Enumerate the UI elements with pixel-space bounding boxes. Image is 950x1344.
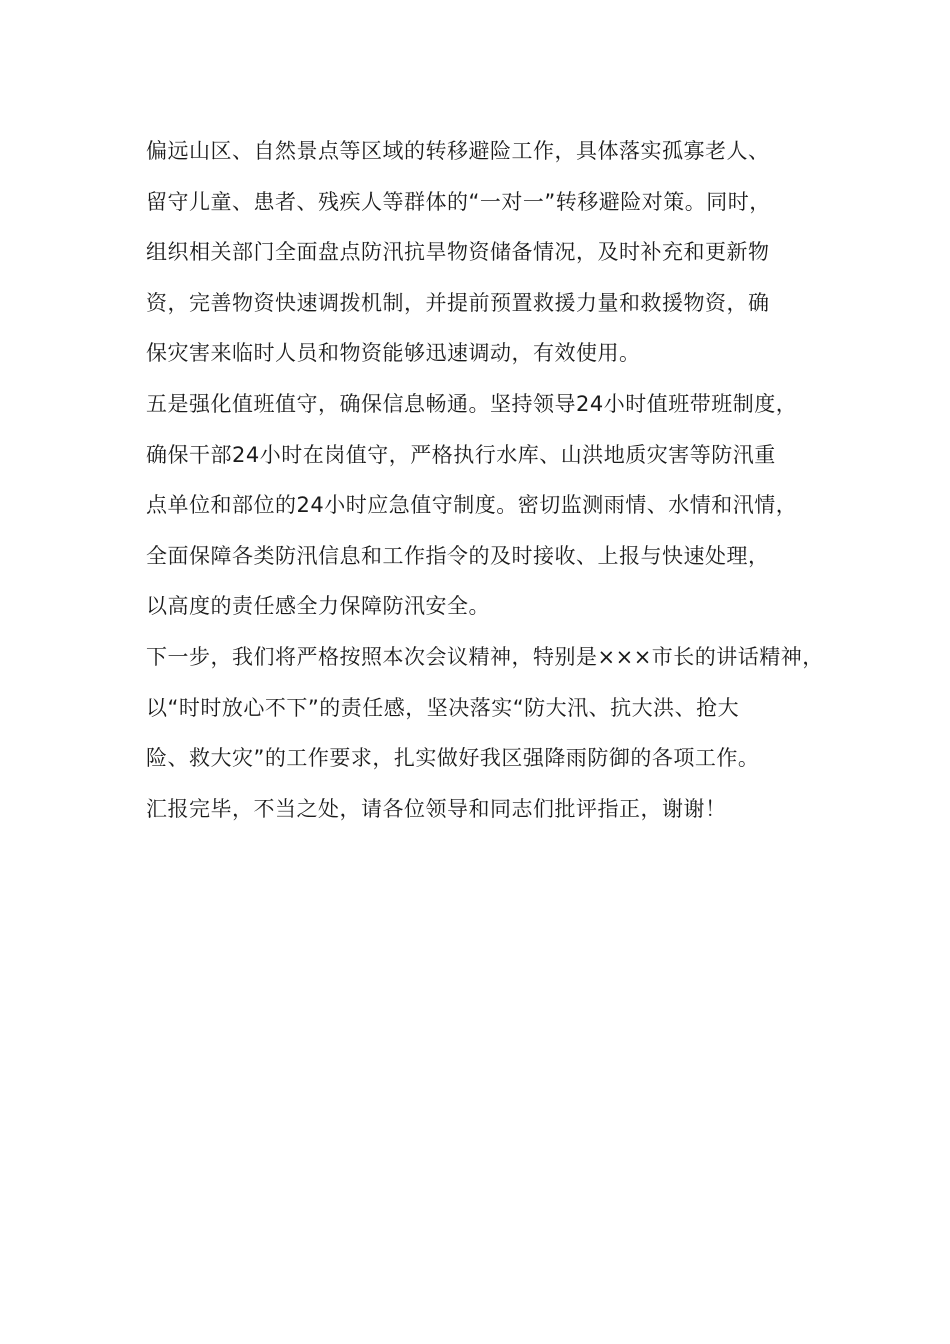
text-line: 保灾害来临时人员和物资能够迅速调动，有效使用。 [146,341,641,366]
text-line: 以“时时放心不下”的责任感，坚决落实“防大汛、抗大洪、抢大 [146,695,740,720]
text-line: 险、救大灾”的工作要求，扎实做好我区强降雨防御的各项工作。 [146,746,760,771]
text-line: 点单位和部位的24小时应急值守制度。密切监测雨情、水情和汛情， [146,493,798,518]
text-line: 全面保障各类防汛信息和工作指令的及时接收、上报与快速处理， [146,543,770,568]
text-line: 资，完善物资快速调拨机制，并提前预置救援力量和救援物资，确 [146,290,770,315]
text-line: 汇报完毕，不当之处，请各位领导和同志们批评指正，谢谢！ [146,796,727,821]
document-body [146,126,836,834]
text-line: 组织相关部门全面盘点防汛抗旱物资储备情况，及时补充和更新物 [146,240,770,265]
text-line: 偏远山区、自然景点等区域的转移避险工作，具体落实孤寡老人、 [146,139,770,163]
text-line: 确保干部24小时在岗值守，严格执行水库、山洪地质灾害等防汛重 [146,442,776,467]
text-line: 以高度的责任感全力保障防汛安全。 [146,594,490,619]
text-line: 下一步，我们将严格按照本次会议精神，特别是×××市长的讲话精神， [146,644,824,669]
text-line: 五是强化值班值守，确保信息畅通。坚持领导24小时值班带班制度， [146,391,798,416]
text-line: 留守儿童、患者、残疾人等群体的“一对一”转移避险对策。同时， [146,189,771,214]
